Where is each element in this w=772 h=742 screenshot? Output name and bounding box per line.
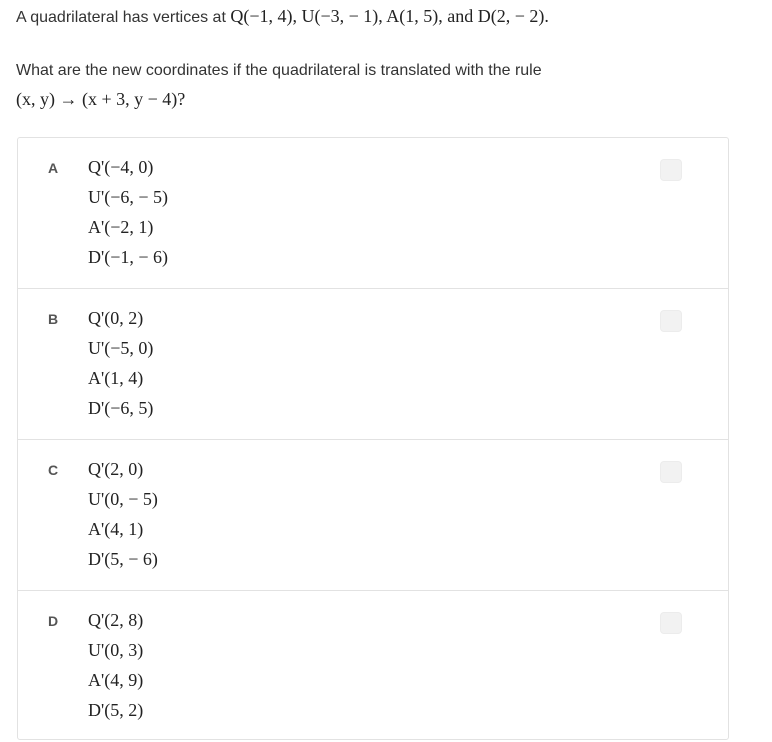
choice-a-checkbox[interactable] (660, 159, 682, 181)
question-stem (16, 6, 549, 27)
coordinate-u: U'(−6, − 5) (88, 187, 169, 207)
choice-letter: D (48, 613, 59, 629)
rule-math: (x, y) → (x + 3, y − 4) (16, 89, 178, 109)
coordinate-q: Q'(0, 2) (88, 308, 144, 328)
choice-c[interactable] (18, 440, 728, 591)
translation-rule (16, 89, 185, 110)
choice-letter: B (48, 311, 59, 327)
question-intro-end: . (544, 6, 549, 26)
coordinate-u: U'(−5, 0) (88, 338, 154, 358)
coordinate-q: Q'(−4, 0) (88, 157, 154, 177)
coordinate-a: A'(4, 9) (88, 670, 144, 690)
choice-a[interactable] (18, 138, 728, 289)
choice-d-checkbox[interactable] (660, 612, 682, 634)
choice-b-checkbox[interactable] (660, 310, 682, 332)
coordinate-q: Q'(2, 8) (88, 610, 144, 630)
coordinate-a: A'(1, 4) (88, 368, 144, 388)
choice-c-checkbox[interactable] (660, 461, 682, 483)
choice-coordinates (88, 454, 158, 574)
coordinate-d: D'(−1, − 6) (88, 247, 169, 267)
rule-end: ? (177, 89, 186, 109)
choice-coordinates (88, 303, 153, 423)
answer-choices (17, 137, 729, 740)
choice-d[interactable] (18, 591, 728, 742)
coordinate-d: D'(5, 2) (88, 700, 144, 720)
vertices-math: Q(−1, 4), U(−3, − 1), A(1, 5), and D(2, − 2) (230, 6, 545, 26)
coordinate-a: A'(−2, 1) (88, 217, 154, 237)
coordinate-d: D'(−6, 5) (88, 398, 154, 418)
coordinate-u: U'(0, − 5) (88, 489, 158, 509)
coordinate-u: U'(0, 3) (88, 640, 144, 660)
coordinate-q: Q'(2, 0) (88, 459, 144, 479)
question-intro: A quadrilateral has vertices at (16, 9, 231, 26)
choice-b[interactable] (18, 289, 728, 440)
coordinate-d: D'(5, − 6) (88, 549, 158, 569)
coordinate-a: A'(4, 1) (88, 519, 144, 539)
choice-letter: C (48, 462, 59, 478)
choice-letter: A (48, 160, 59, 176)
question-prompt: What are the new coordinates if the quadrilateral is translated with the rule (16, 62, 542, 79)
choice-coordinates (88, 152, 168, 272)
choice-coordinates (88, 605, 143, 725)
